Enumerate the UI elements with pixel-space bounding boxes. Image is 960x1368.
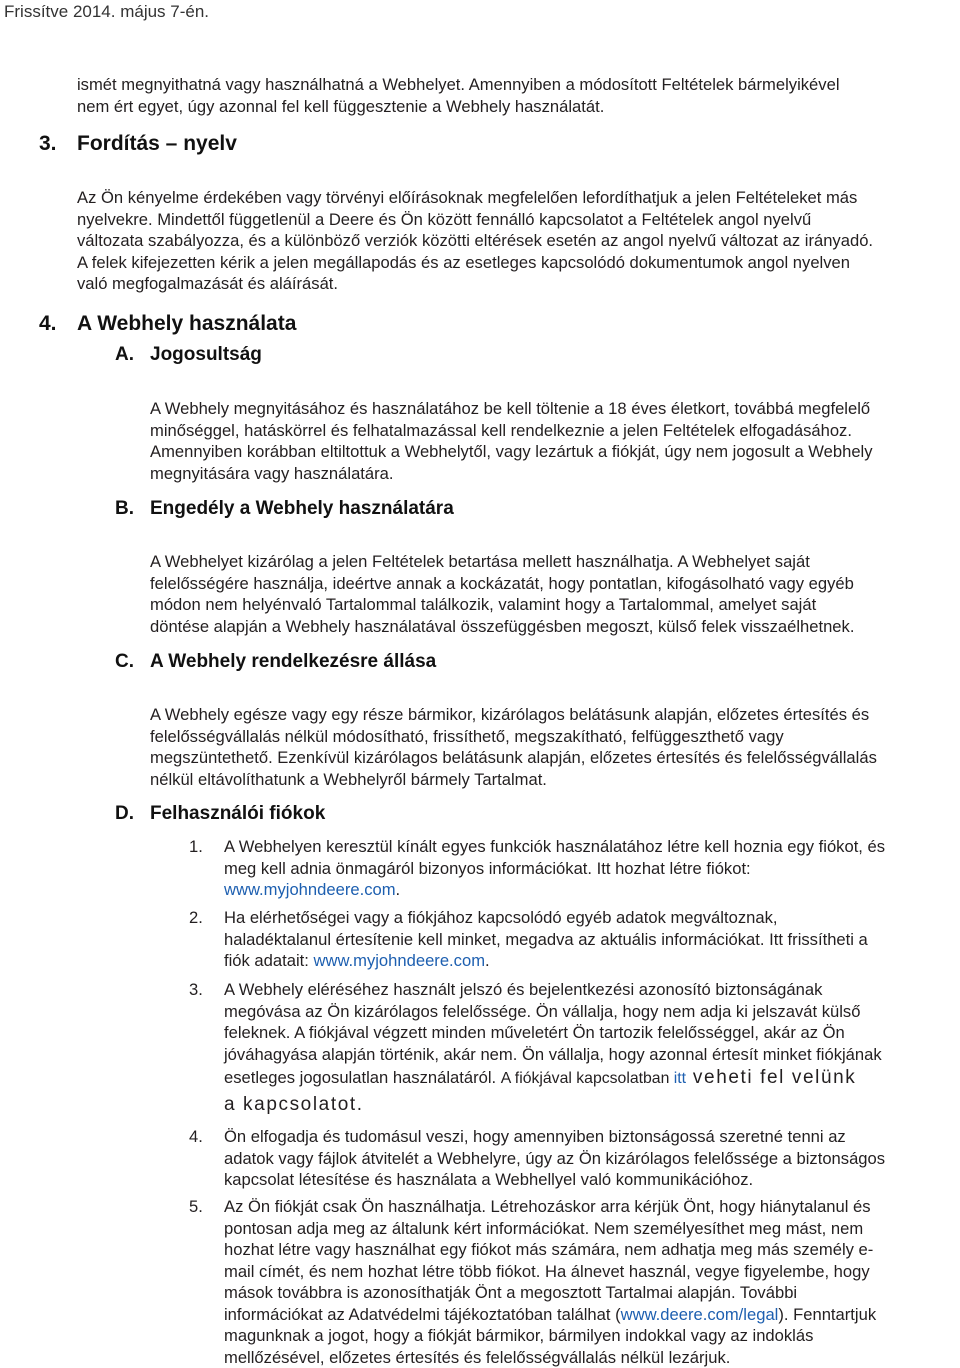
text-line: adatok vagy fájlok átvitelét a Webhelyre, úgy az Ön kizárólagos felelőssége a biztonságos xyxy=(224,1148,885,1170)
text-line: megnyitására vagy használatára. xyxy=(150,463,873,485)
text-line: változata szabályozza, és a különböző verziók közötti eltérések esetén az angol nyelvű változat az irányadó. xyxy=(77,230,873,252)
text-line: felelősségére használja, ideértve annak a kockázatát, hogy pontatlan, kifogásolható vagy egyéb xyxy=(150,573,854,595)
text-line: A Webhely megnyitásához és használatához be kell töltenie a 18 éves életkort, továbbá megfelelő xyxy=(150,398,873,420)
section-3-paragraph xyxy=(77,187,873,295)
subsection-b-title: Engedély a Webhely használatára xyxy=(150,498,454,520)
text-line: megszüntethető. Ezenkívül kizárólagos belátásunk alapján, előzetes értesítés és felelősségvállalás xyxy=(150,747,877,769)
text-line: felelősségvállalás nélkül módosítható, frissíthető, megszakítható, felfüggeszthető vagy xyxy=(150,726,877,748)
section-3-number: 3. xyxy=(39,132,57,156)
text-line: kapcsolat létesítése és használata a Webhellyel való kommunikációhoz. xyxy=(224,1169,885,1191)
text-line: döntése alapján a Webhely használatával összefüggésben megoszt, külső felek visszaélhetnek. xyxy=(150,616,854,638)
text-line: magunknak a jogot, hogy a fiókját bármikor, bármilyen indokkal vagy az indoklás xyxy=(224,1325,876,1347)
text-line: feleknek. A fiókjával végzett minden műveletért Ön tartozik felelősséggel, akár az Ön xyxy=(224,1022,882,1044)
text-line: ismét megnyithatná vagy használhatná a Webhelyet. Amennyiben a módosított Feltételek bármelyikével xyxy=(77,74,840,96)
text-line: nyelvekre. Mindettől függetlenül a Deere és Ön között fennálló kapcsolatot a Feltételek angol nyelvű xyxy=(77,209,873,231)
list-item xyxy=(224,1196,876,1368)
text-fragment: veheti fel velünk xyxy=(686,1067,856,1088)
text-line: megóvása az Ön kizárólagos felelőssége. Ön vállalja, hogy nem adja ki jelszavát külső xyxy=(224,1001,882,1023)
text-line: módon nem helyénvaló Tartalommal találkozik, valamint hogy a Tartalommal, amelyet saját xyxy=(150,594,854,616)
text-line: Az Ön kényelme érdekében vagy törvényi előírásoknak megfelelően lefordíthatjuk a jelen Feltételeket más xyxy=(77,187,873,209)
text-fragment: . xyxy=(485,951,490,970)
text-fragment: fiók adatait: xyxy=(224,951,313,970)
text-fragment: esetleges jogosulatlan használatáról. xyxy=(224,1068,501,1087)
text-line: minőséggel, hatáskörrel és felhatalmazással kell rendelkeznie a jelen Feltételek elfogadásához. xyxy=(150,420,873,442)
text-line: Ön elfogadja és tudomásul veszi, hogy amennyiben biztonságossá szeretné tenni az xyxy=(224,1126,885,1148)
text-line: A felek kifejezetten kérik a jelen megállapodás és az esetleges kapcsolódó dokumentumok angol nyelven xyxy=(77,252,873,274)
myjohndeere-link[interactable]: www.myjohndeere.com xyxy=(224,880,396,899)
subsection-a-paragraph xyxy=(150,398,873,484)
text-line: A Webhely eléréséhez használt jelszó és bejelentkezési azonosító biztonságának xyxy=(224,979,882,1001)
text-line: való megfogalmazását és aláírását. xyxy=(77,273,873,295)
text-line: hozhat létre vagy használhat egy fiókot más számára, nem adhatja meg más személy e- xyxy=(224,1239,876,1261)
subsection-c-paragraph xyxy=(150,704,877,790)
list-item-number: 5. xyxy=(189,1196,203,1218)
subsection-c-title: A Webhely rendelkezésre állása xyxy=(150,651,436,673)
text-line: a kapcsolatot. xyxy=(224,1091,882,1119)
text-line xyxy=(224,1304,876,1326)
myjohndeere-link[interactable]: www.myjohndeere.com xyxy=(313,951,485,970)
list-item-number: 1. xyxy=(189,836,203,858)
subsection-a-title: Jogosultság xyxy=(150,344,262,366)
text-line: nélkül eltávolíthatunk a Webhelyről bármely Tartalmat. xyxy=(150,769,877,791)
list-item-number: 3. xyxy=(189,979,203,1001)
text-line: Ha elérhetőségei vagy a fiókjához kapcsolódó egyéb adatok megváltoznak, xyxy=(224,907,868,929)
text-line: A Webhely egésze vagy egy része bármikor, kizárólagos belátásunk alapján, előzetes értesítés és xyxy=(150,704,877,726)
text-line xyxy=(224,879,885,901)
text-line: haladéktalanul értesítenie kell minket, megadva az aktuális információkat. Itt frissítheti a xyxy=(224,929,868,951)
text-line: A Webhelyen keresztül kínált egyes funkciók használatához létre kell hoznia egy fiókot, és xyxy=(224,836,885,858)
text-line: Az Ön fiókját csak Ön használhatja. Létrehozáskor arra kérjük Önt, hogy hiánytalanul és xyxy=(224,1196,876,1218)
list-item xyxy=(224,1126,885,1191)
subsection-b-paragraph xyxy=(150,551,854,637)
text-fragment: A fiókjával kapcsolatban xyxy=(501,1070,674,1087)
deere-legal-link[interactable]: www.deere.com/legal xyxy=(621,1305,779,1324)
intro-paragraph xyxy=(77,74,840,117)
section-3-title: Fordítás – nyelv xyxy=(77,132,237,156)
updated-date: Frissítve 2014. május 7-én. xyxy=(4,2,209,22)
list-item-number: 2. xyxy=(189,907,203,929)
contact-link[interactable]: itt xyxy=(674,1070,686,1087)
subsection-d-title: Felhasználói fiókok xyxy=(150,803,325,825)
text-line: jóváhagyása alapján történik, akár nem. Ön vállalja, hogy azonnal értesít minket fiókjának xyxy=(224,1044,882,1066)
text-line: mellőzésével, előzetes értesítés és felelősségvállalás nélkül lezárjuk. xyxy=(224,1347,876,1368)
text-line: mail címét, és nem hozhat létre több fiókot. Ha álnevet használ, vegye figyelembe, hogy xyxy=(224,1261,876,1283)
text-fragment: információkat az Adatvédelmi tájékoztatóban találhat ( xyxy=(224,1305,621,1324)
list-item xyxy=(224,836,885,901)
section-4-title: A Webhely használata xyxy=(77,312,296,336)
text-line xyxy=(224,950,868,972)
text-line: pontosan adja meg az általunk kért információkat. Nem személyesíthet meg mást, nem xyxy=(224,1218,876,1240)
text-fragment: ). Fenntartjuk xyxy=(778,1305,876,1324)
text-fragment: . xyxy=(396,880,401,899)
text-line xyxy=(224,1065,882,1091)
text-line: A Webhelyet kizárólag a jelen Feltételek betartása mellett használhatja. A Webhelyet saját xyxy=(150,551,854,573)
section-4-number: 4. xyxy=(39,312,57,336)
list-item xyxy=(224,979,882,1119)
subsection-b-letter: B. xyxy=(115,498,134,520)
subsection-c-letter: C. xyxy=(115,651,134,673)
text-line: meg kell adnia önmagáról bizonyos információkat. Itt hozhat létre fiókot: xyxy=(224,858,885,880)
list-item xyxy=(224,907,868,972)
text-line: nem ért egyet, úgy azonnal fel kell függesztenie a Webhely használatát. xyxy=(77,96,840,118)
subsection-d-letter: D. xyxy=(115,803,134,825)
subsection-a-letter: A. xyxy=(115,344,134,366)
text-line: mások továbbra is azonosíthatják Önt a megosztott Tartalmai alapján. További xyxy=(224,1282,876,1304)
text-line: Amennyiben korábban eltiltottuk a Webhelytől, vagy lezártuk a fiókját, úgy nem jogosult a Webhely xyxy=(150,441,873,463)
list-item-number: 4. xyxy=(189,1126,203,1148)
